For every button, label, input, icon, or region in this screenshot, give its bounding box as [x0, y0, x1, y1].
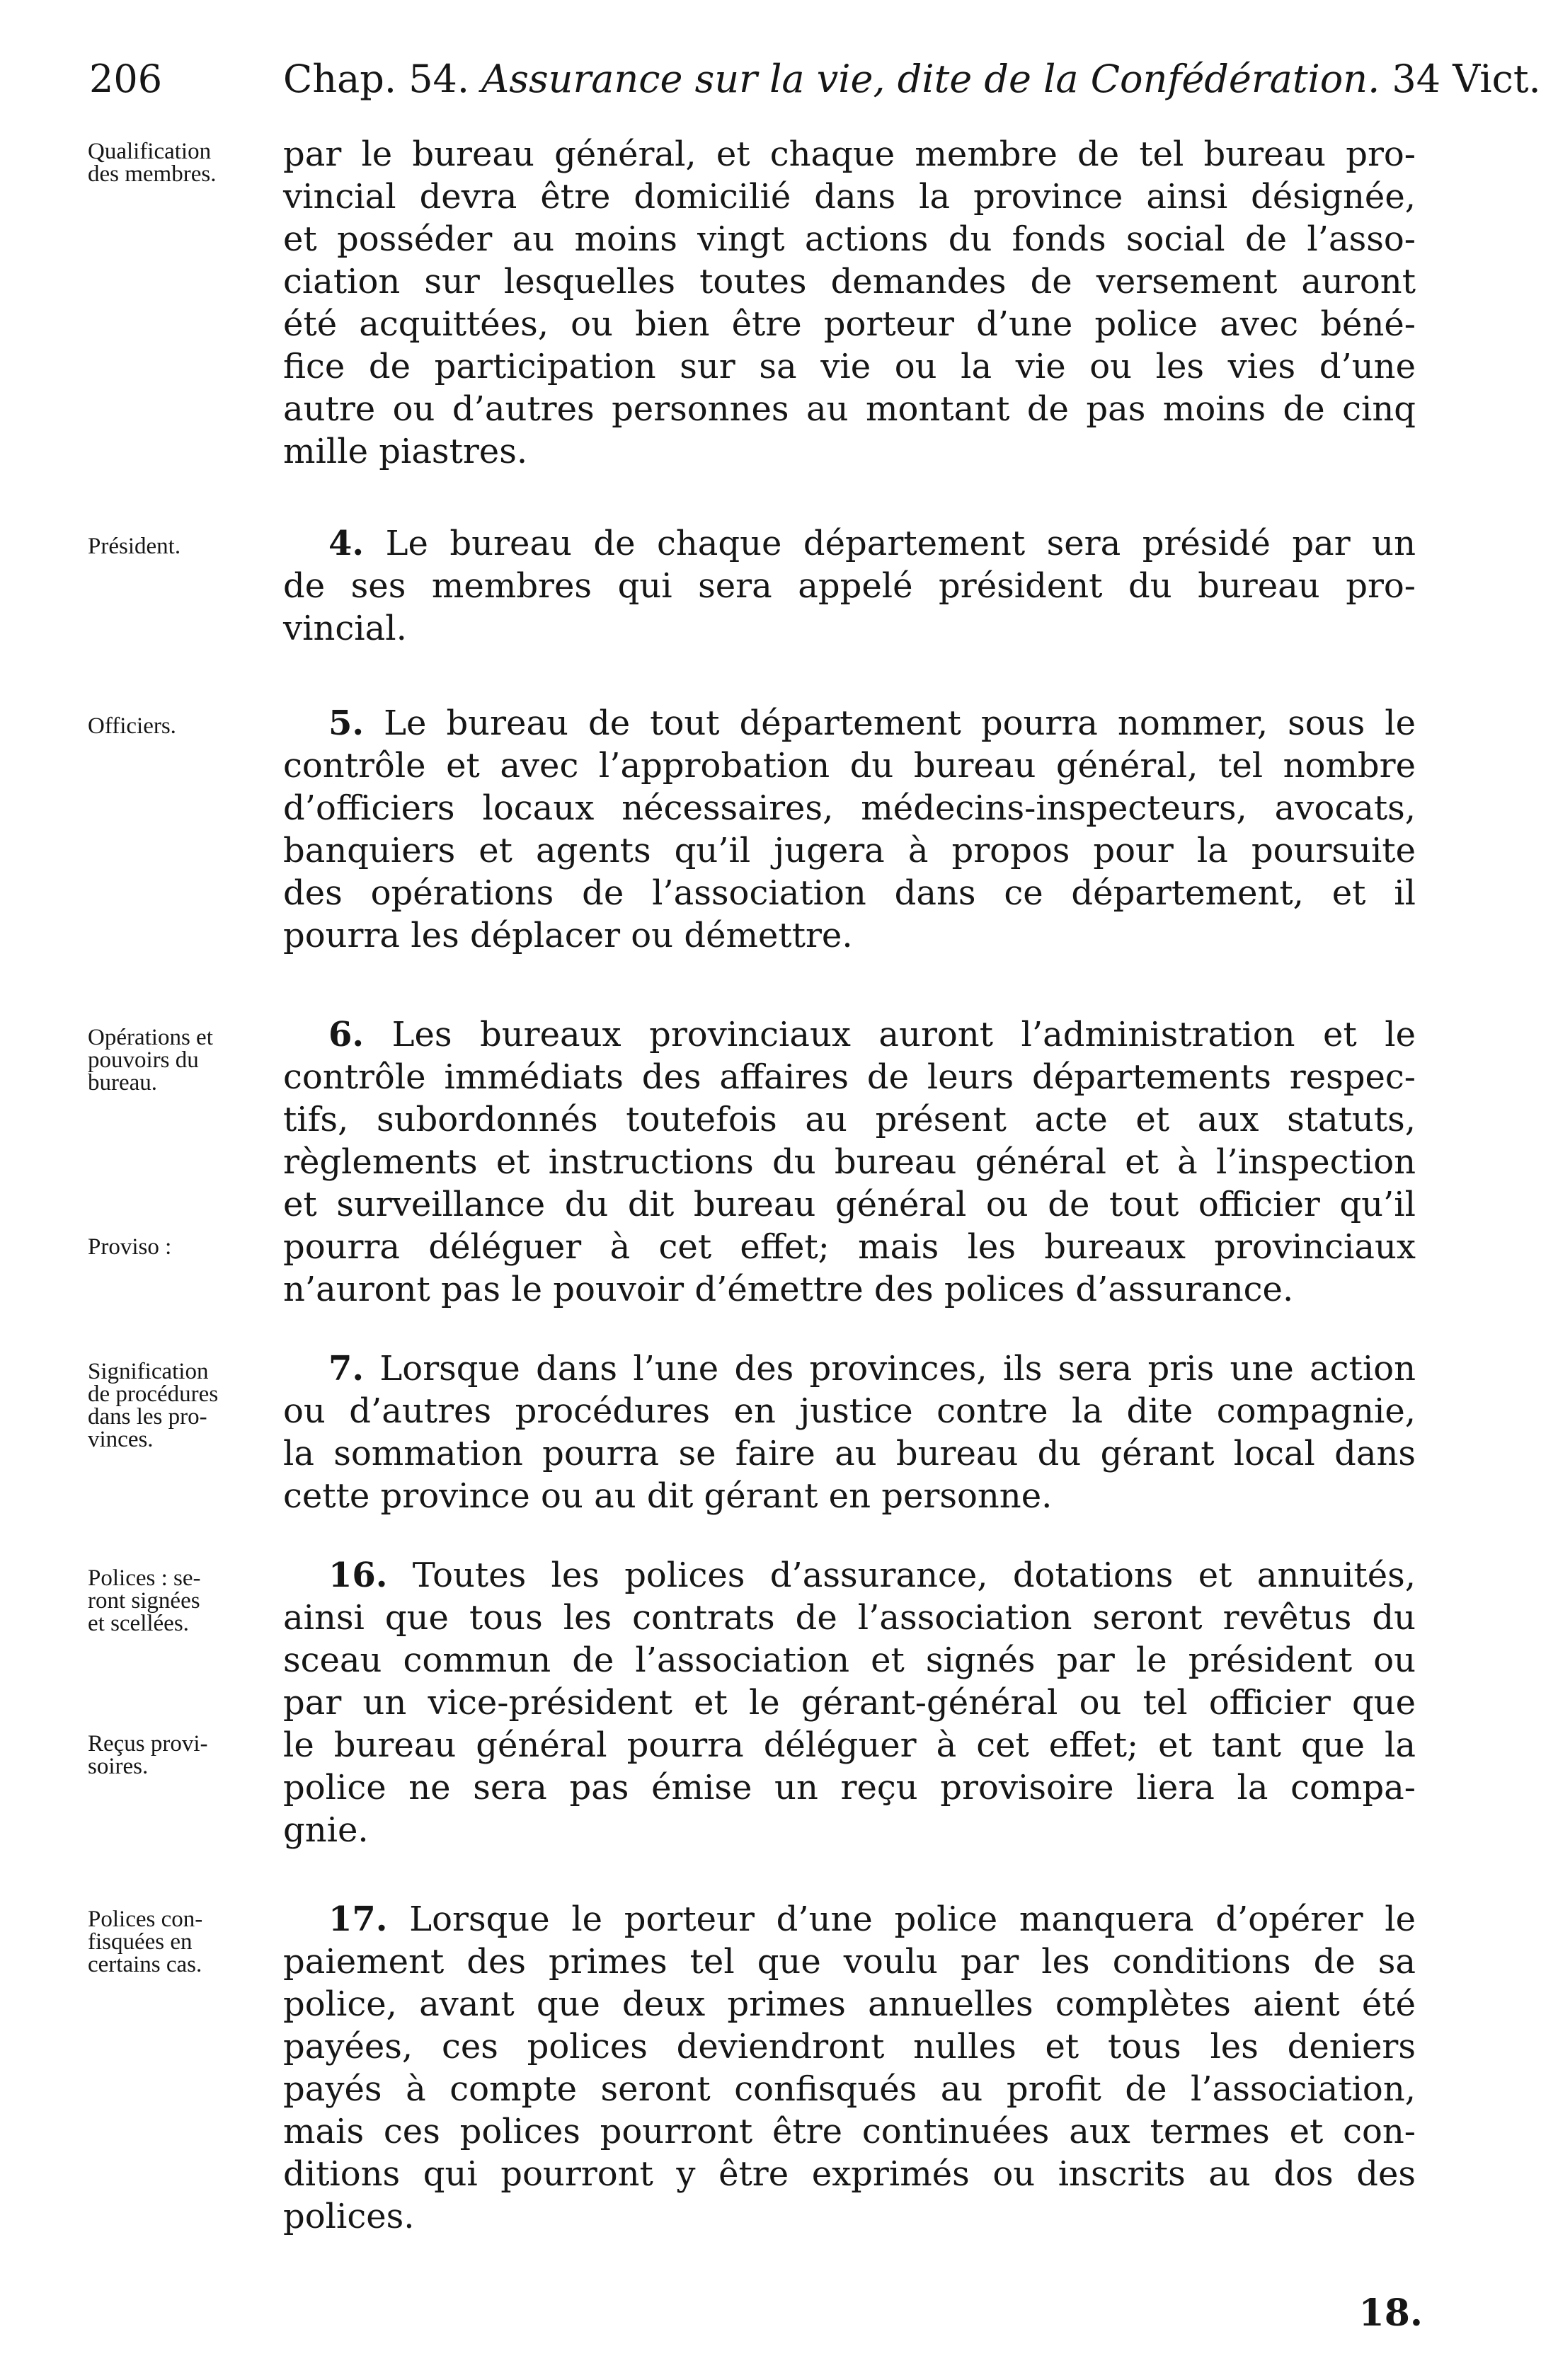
running-title [283, 51, 1541, 108]
text-line: par le bureau général, et chaque membre de tel bureau pro- [283, 134, 1416, 174]
margin-note: Polices : se- ront signées et scellées. [88, 1565, 201, 1636]
section-text [283, 1898, 1416, 2238]
section-number: 7. [328, 1349, 365, 1389]
text-line: contrôle et avec l’approbation du bureau général, tel nombre [283, 746, 1416, 786]
text-line: gnie. [283, 1810, 369, 1850]
section-number: 16. [328, 1556, 388, 1595]
act-title: Assurance sur la vie, dite de la Confédération. [481, 57, 1380, 101]
text-line: de ses membres qui sera appelé président du bureau pro- [283, 566, 1416, 606]
text-line: police, avant que deux primes annuelles complètes aient été [283, 1984, 1416, 2024]
text-line: le bureau général pourra déléguer à cet effet; et tant que la [283, 1725, 1416, 1765]
text-line: et surveillance du dit bureau général ou de tout officier qu’il [283, 1185, 1416, 1224]
margin-note: Polices con- fisquées en certains cas. [88, 1907, 203, 1977]
section-number: 6. [328, 1015, 365, 1054]
section-number: 17. [328, 1899, 388, 1939]
text-line: payées, ces polices deviendront nulles et tous les deniers [283, 2027, 1416, 2066]
chapter-label: Chap. 54. [283, 57, 470, 101]
text-line: la sommation pourra se faire au bureau du gérant local dans [283, 1434, 1416, 1473]
text-line: ciation sur lesquelles toutes demandes de versement auront [283, 262, 1416, 301]
margin-note: Signification de procédures dans les pro- vinces. [88, 1359, 219, 1452]
section-number: 5. [328, 703, 365, 743]
text-line: paiement des primes tel que voulu par les conditions de sa [283, 1942, 1416, 1982]
text-line: cette province ou au dit gérant en personne. [283, 1476, 1053, 1516]
text-line: autre ou d’autres personnes au montant de pas moins de cinq [283, 389, 1416, 429]
text-line: 17. Lorsque le porteur d’une police manquera d’opérer le [328, 1899, 1416, 1939]
text-line: 4. Le bureau de chaque département sera présidé par un [328, 524, 1416, 563]
margin-note: Officiers. [88, 713, 176, 739]
text-line: mille piastres. [283, 432, 528, 471]
text-line: des opérations de l’association dans ce département, et il [283, 873, 1416, 913]
margin-note-proviso: Proviso : [88, 1234, 172, 1260]
text-line: vincial devra être domicilié dans la province ainsi désignée, [283, 177, 1416, 217]
margin-note: Qualification des membres. [88, 139, 217, 187]
page-number: 206 [89, 57, 163, 101]
text-line: contrôle immédiats des affaires de leurs départements respec- [283, 1057, 1416, 1097]
section-text [283, 522, 1416, 650]
text-line: pourra les déplacer ou démettre. [283, 916, 853, 955]
text-line: par un vice-président et le gérant-général ou tel officier que [283, 1683, 1416, 1723]
text-line: 7. Lorsque dans l’une des provinces, ils sera pris une action [328, 1349, 1416, 1389]
margin-note: Président. [88, 534, 181, 559]
section-text [283, 1013, 1416, 1311]
text-line: vincial. [283, 609, 407, 648]
text-line: été acquittées, ou bien être porteur d’une police avec béné- [283, 304, 1416, 344]
section-text [283, 702, 1416, 957]
section-text [283, 133, 1416, 473]
text-line: tifs, subordonnés toutefois au présent acte et aux statuts, [283, 1100, 1416, 1139]
section-text [283, 1554, 1416, 1851]
section-number: 4. [328, 524, 365, 563]
text-line: règlements et instructions du bureau général et à l’inspection [283, 1142, 1416, 1182]
text-line: ou d’autres procédures en justice contre la dite compagnie, [283, 1391, 1416, 1431]
margin-note-recus: Reçus provi- soires. [88, 1731, 208, 1779]
text-line: 16. Toutes les polices d’assurance, dotations et annuités, [328, 1556, 1416, 1595]
text-line: 6. Les bureaux provinciaux auront l’administration et le [328, 1015, 1416, 1054]
text-line: police ne sera pas émise un reçu provisoire liera la compa- [283, 1768, 1416, 1807]
text-line: et posséder au moins vingt actions du fonds social de l’asso- [283, 219, 1416, 259]
text-line: polices. [283, 2197, 415, 2236]
text-line: banquiers et agents qu’il jugera à propos pour la poursuite [283, 831, 1416, 870]
catchword: 18. [1358, 2292, 1423, 2335]
text-line: sceau commun de l’association et signés par le président ou [283, 1640, 1416, 1680]
text-line: n’auront pas le pouvoir d’émettre des polices d’assurance. [283, 1270, 1294, 1309]
text-line: 5. Le bureau de tout département pourra nommer, sous le [328, 703, 1416, 743]
text-line: fice de participation sur sa vie ou la vie ou les vies d’une [283, 347, 1416, 386]
regnal-year: 34 Vict. [1392, 57, 1541, 101]
text-line: pourra déléguer à cet effet; mais les bureaux provinciaux [283, 1227, 1416, 1267]
section-text [283, 1347, 1416, 1517]
text-line: ditions qui pourront y être exprimés ou inscrits au dos des [283, 2154, 1416, 2194]
margin-note: Opérations et pouvoirs du bureau. [88, 1025, 213, 1096]
text-line: payés à compte seront confisqués au profit de l’association, [283, 2069, 1416, 2109]
running-header [89, 51, 1541, 108]
text-line: mais ces polices pourront être continuées aux termes et con- [283, 2112, 1416, 2151]
text-line: d’officiers locaux nécessaires, médecins-inspecteurs, avocats, [283, 788, 1416, 828]
text-line: ainsi que tous les contrats de l’association seront revêtus du [283, 1598, 1416, 1638]
